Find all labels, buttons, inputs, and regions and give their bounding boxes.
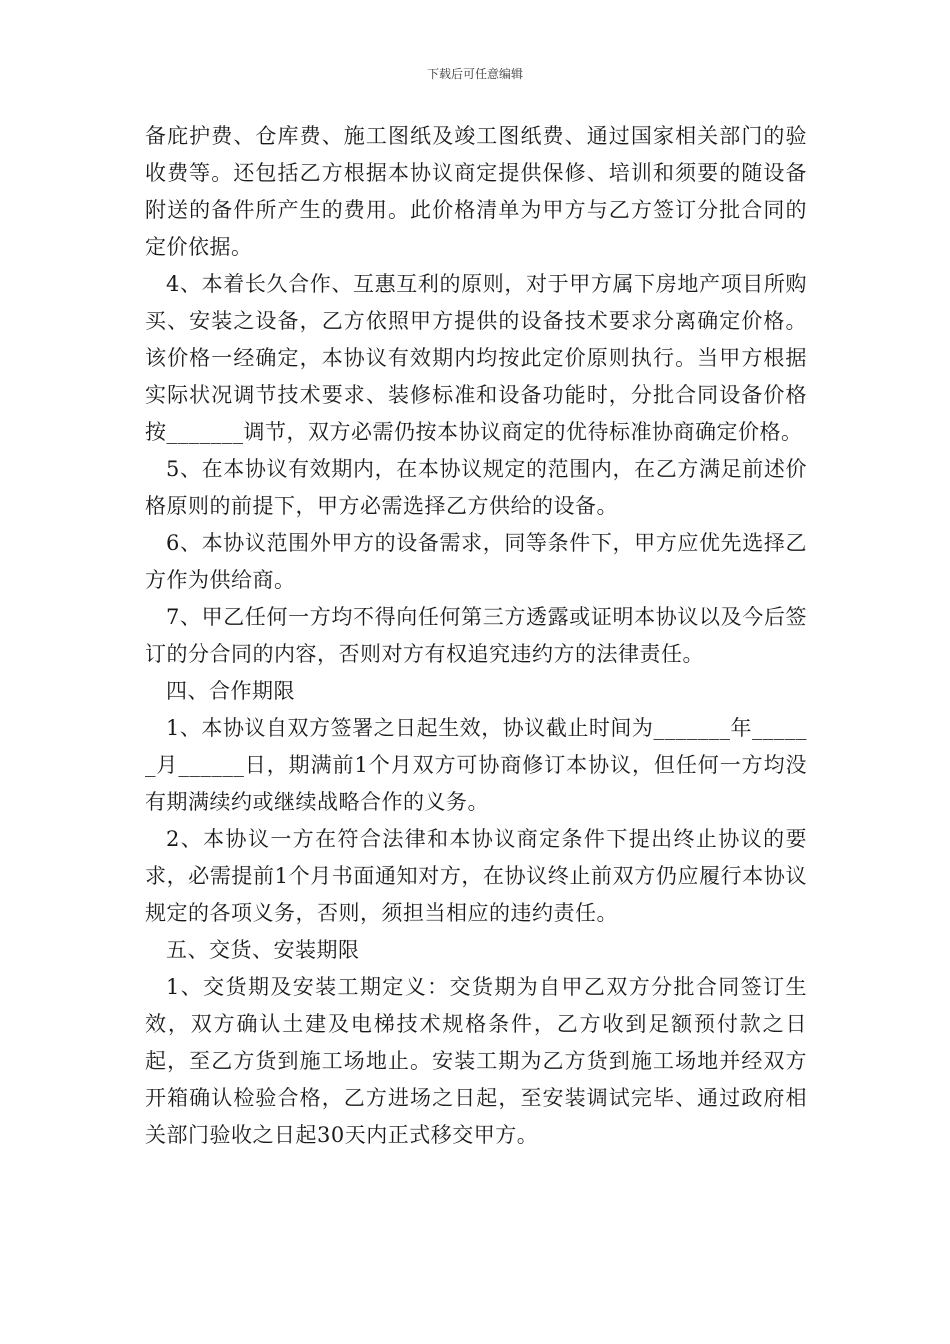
paragraph-clause-7: 7、甲乙任何一方均不得向任何第三方透露或证明本协议以及今后签订的分合同的内容，否则对方有权追究违约方的法律责任。 (145, 605, 807, 666)
page-header: 下载后可任意编辑 (426, 67, 523, 81)
paragraph-term-clause-2: 2、本协议一方在符合法律和本协议商定条件下提出终止协议的要求，必需提前1个月书面通知对方，在协议终止前双方仍应履行本协议规定的各项义务，否则，须担当相应的违约责任。 (145, 827, 807, 925)
paragraph-continuation: 备庇护费、仓库费、施工图纸及竣工图纸费、通过国家相关部门的验收费等。还包括乙方根据本协议商定提供保修、培训和须要的随设备附送的备件所产生的费用。此价格清单为甲方与乙方签订分批合同的定价依据。 (145, 124, 807, 259)
paragraph-term-clause-1: 1、本协议自双方签署之日起生效，协议截止时间为_______年______月______日，期满前1个月双方可协商修订本协议，但任何一方均没有期满续约或继续战略合作的义务。 (145, 716, 807, 814)
document-body (145, 118, 807, 1154)
paragraph-delivery-clause-1: 1、交货期及安装工期定义：交货期为自甲乙双方分批合同签订生效，双方确认土建及电梯技术规格条件，乙方收到足额预付款之日起，至乙方货到施工场地止。安装工期为乙方货到施工场地并经双方开箱确认检验合格，乙方进场之日起，至安装调试完毕、通过政府相关部门验收之日起30天内正式移交甲方。 (145, 975, 807, 1147)
section-heading-cooperation-term: 四、合作期限 (166, 679, 295, 703)
paragraph-clause-5: 5、在本协议有效期内，在本协议规定的范围内，在乙方满足前述价格原则的前提下，甲方必需选择乙方供给的设备。 (145, 457, 807, 518)
section-heading-delivery-installation: 五、交货、安装期限 (166, 938, 360, 962)
paragraph-clause-6: 6、本协议范围外甲方的设备需求，同等条件下，甲方应优先选择乙方作为供给商。 (145, 531, 807, 592)
paragraph-clause-4: 4、本着长久合作、互惠互利的原则，对于甲方属下房地产项目所购买、安装之设备，乙方依照甲方提供的设备技术要求分离确定价格。该价格一经确定，本协议有效期内均按此定价原则执行。当甲方根据实际状况调节技术要求、装修标准和设备功能时，分批合同设备价格按_______调节，双方必需仍按本协议商定的优待标准协商确定价格。 (145, 272, 807, 444)
